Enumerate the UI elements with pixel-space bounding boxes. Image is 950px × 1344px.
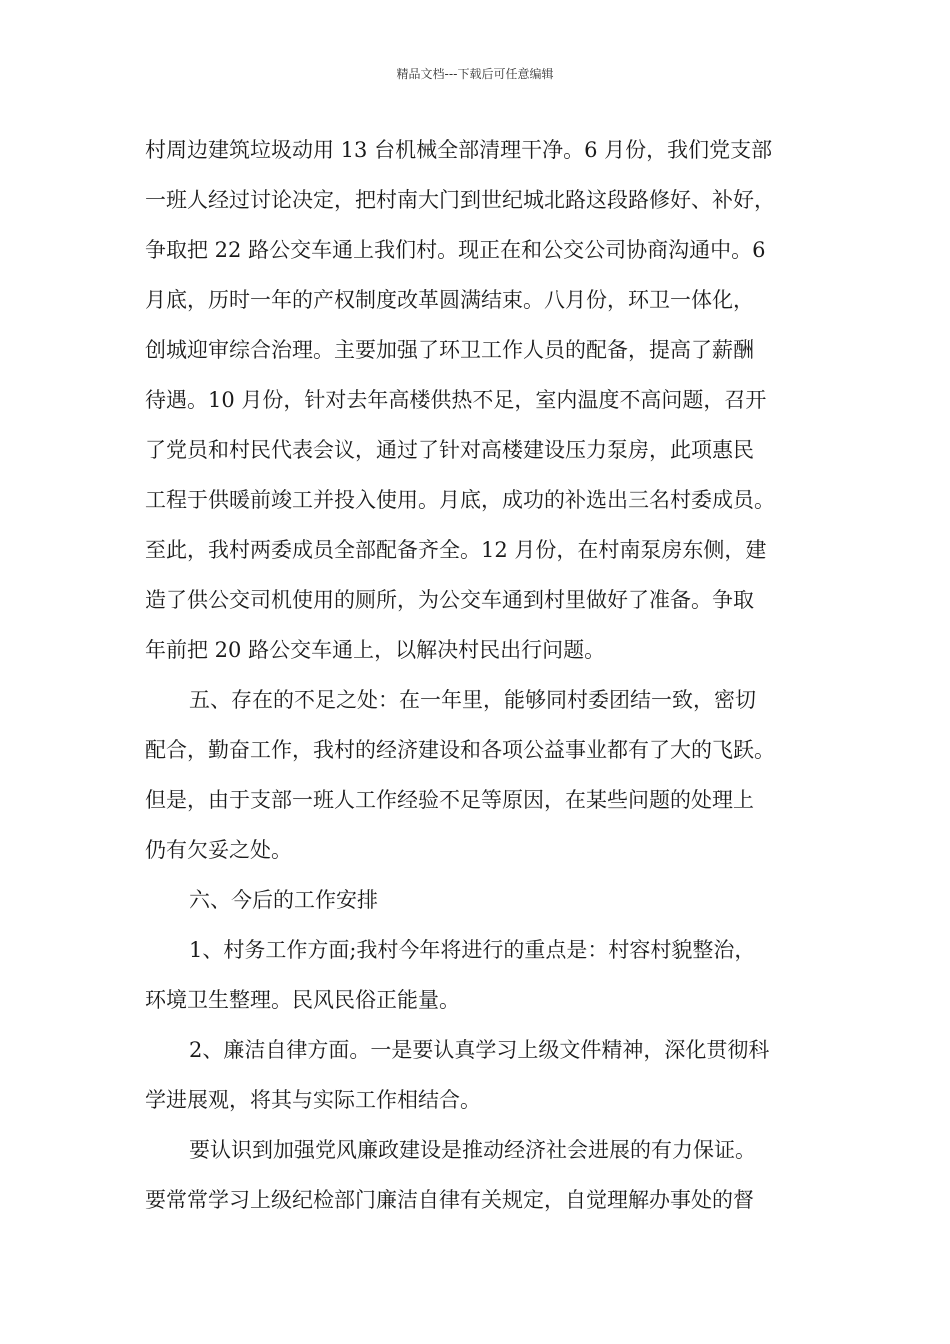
- text-line: 环境卫生整理。民风民俗正能量。: [145, 988, 460, 1012]
- document-body: [145, 125, 810, 1225]
- paragraph-start: 1、村务工作方面;我村今年将进行的重点是：村容村貌整治，: [189, 938, 756, 962]
- text-line: 学进展观，将其与实际工作相结合。: [145, 1088, 481, 1112]
- text-line: 年前把 20 路公交车通上，以解决村民出行问题。: [145, 638, 606, 662]
- text-line: 月底，历时一年的产权制度改革圆满结束。八月份，环卫一体化，: [145, 288, 754, 312]
- text-line: 一班人经过讨论决定，把村南大门到世纪城北路这段路修好、补好，: [145, 188, 775, 212]
- text-line: 创城迎审综合治理。主要加强了环卫工作人员的配备，提高了薪酬: [145, 338, 754, 362]
- text-line: 争取把 22 路公交车通上我们村。现正在和公交公司协商沟通中。6: [145, 238, 766, 262]
- text-line: 村周边建筑垃圾动用 13 台机械全部清理干净。6 月份，我们党支部: [145, 138, 773, 162]
- text-line: 了党员和村民代表会议，通过了针对高楼建设压力泵房，此项惠民: [145, 438, 754, 462]
- section-heading: 六、今后的工作安排: [189, 888, 378, 912]
- text-line: 至此，我村两委成员全部配备齐全。12 月份，在村南泵房东侧，建: [145, 538, 767, 562]
- text-line: 配合，勤奋工作，我村的经济建设和各项公益事业都有了大的飞跃。: [145, 738, 775, 762]
- text-line: 待遇。10 月份，针对去年高楼供热不足，室内温度不高问题，召开: [145, 388, 767, 412]
- text-line: 但是，由于支部一班人工作经验不足等原因，在某些问题的处理上: [145, 788, 754, 812]
- text-line: 工程于供暖前竣工并投入使用。月底，成功的补选出三名村委成员。: [145, 488, 775, 512]
- page-header: 精品文档---下载后可任意编辑: [396, 67, 554, 81]
- paragraph-start: 2、廉洁自律方面。一是要认真学习上级文件精神，深化贯彻科: [189, 1038, 770, 1062]
- text-line: 要常常学习上级纪检部门廉洁自律有关规定，自觉理解办事处的督: [145, 1188, 754, 1212]
- paragraph-start: 要认识到加强党风廉政建设是推动经济社会进展的有力保证。: [189, 1138, 756, 1162]
- text-line: 仍有欠妥之处。: [145, 838, 292, 862]
- text-line: 造了供公交司机使用的厕所，为公交车通到村里做好了准备。争取: [145, 588, 754, 612]
- paragraph-start: 五、存在的不足之处：在一年里，能够同村委团结一致，密切: [189, 688, 756, 712]
